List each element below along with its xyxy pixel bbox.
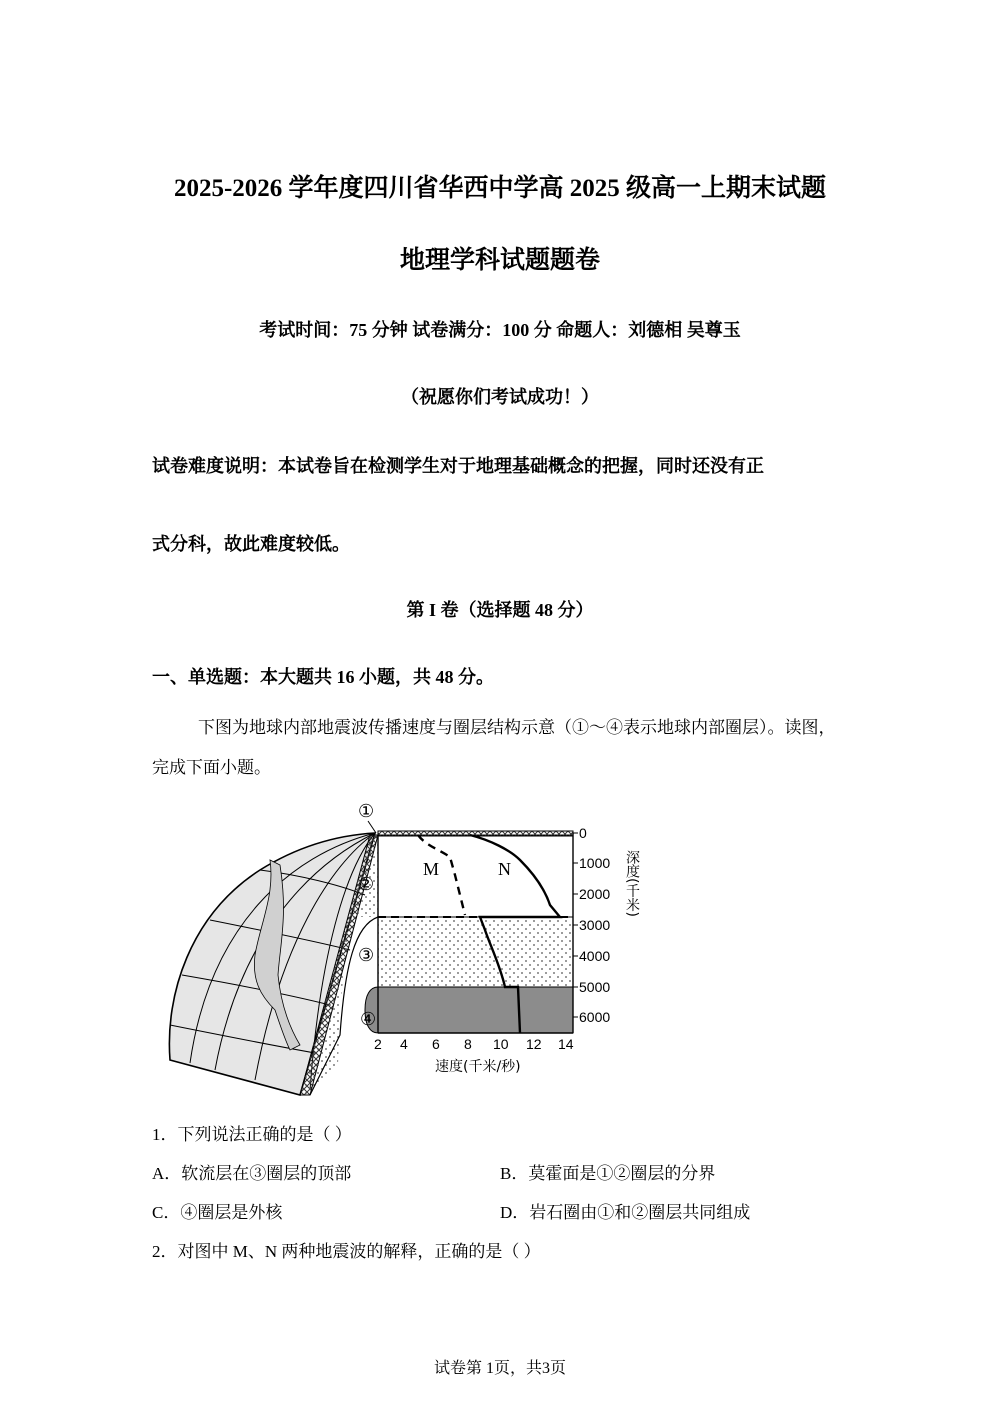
depth-tick-2000: 2000 (579, 886, 611, 902)
layer-label-2: ② (358, 874, 375, 895)
depth-tick-0: 0 (579, 825, 587, 841)
layer-label-1: ① (358, 801, 375, 822)
difficulty-note-line1: 试卷难度说明：本试卷旨在检测学生对于地理基础概念的把握，同时还没有正 (152, 456, 764, 476)
speed-tick-6: 6 (432, 1036, 440, 1052)
wave-label-m: M (423, 859, 440, 879)
depth-tick-1000: 1000 (579, 855, 611, 871)
wave-label-n: N (498, 859, 511, 879)
exam-title: 2025-2026 学年度四川省华西中学高 2025 级高一上期末试题 (173, 175, 827, 202)
depth-tick-3000: 3000 (579, 917, 611, 933)
speed-tick-12: 12 (526, 1036, 542, 1052)
wish-line: （祝愿你们考试成功！） (401, 387, 599, 407)
speed-tick-4: 4 (400, 1036, 408, 1052)
question-1-stem: 1．下列说法正确的是（ ） (152, 1125, 352, 1144)
section-title: 第 I 卷（选择题 48 分） (406, 600, 594, 620)
layer-label-4: ④ (360, 1009, 377, 1030)
speed-axis-label: 速度(千米/秒) (435, 1059, 521, 1075)
depth-axis-label: 深度(千米) (624, 850, 640, 917)
question-1-option-b[interactable]: B．莫霍面是①②圈层的分界 (500, 1164, 716, 1183)
depth-tick-5000: 5000 (579, 979, 611, 995)
earth-interior-figure (160, 795, 640, 1105)
depth-tick-4000: 4000 (579, 948, 611, 964)
question-1-option-d[interactable]: D．岩石圈由①和②圈层共同组成 (500, 1203, 751, 1222)
layer-label-3: ③ (358, 945, 375, 966)
question-2-stem: 2．对图中 M、N 两种地震波的解释，正确的是（ ） (152, 1242, 541, 1261)
question-1-option-a[interactable]: A．软流层在③圈层的顶部 (152, 1164, 352, 1183)
speed-tick-10: 10 (493, 1036, 509, 1052)
subject-title: 地理学科试题题卷 (399, 247, 600, 274)
speed-tick-2: 2 (374, 1036, 382, 1052)
speed-tick-14: 14 (558, 1036, 574, 1052)
difficulty-note-line2: 式分科，故此难度较低。 (152, 534, 350, 554)
exam-meta: 考试时间：75 分钟 试卷满分：100 分 命题人：刘德相 吴尊玉 (259, 320, 741, 340)
globe-shell (169, 833, 378, 1095)
part-title: 一、单选题：本大题共 16 小题，共 48 分。 (152, 667, 494, 687)
question-intro: 下图为地球内部地震波传播速度与圈层结构示意（①～④表示地球内部圈层）。读图，完成下面小题。 (152, 718, 836, 777)
depth-tick-6000: 6000 (579, 1009, 611, 1025)
question-1-option-c[interactable]: C．④圈层是外核 (152, 1203, 283, 1222)
page-footer: 试卷第 1页，共3页 (433, 1360, 566, 1377)
speed-tick-8: 8 (464, 1036, 472, 1052)
